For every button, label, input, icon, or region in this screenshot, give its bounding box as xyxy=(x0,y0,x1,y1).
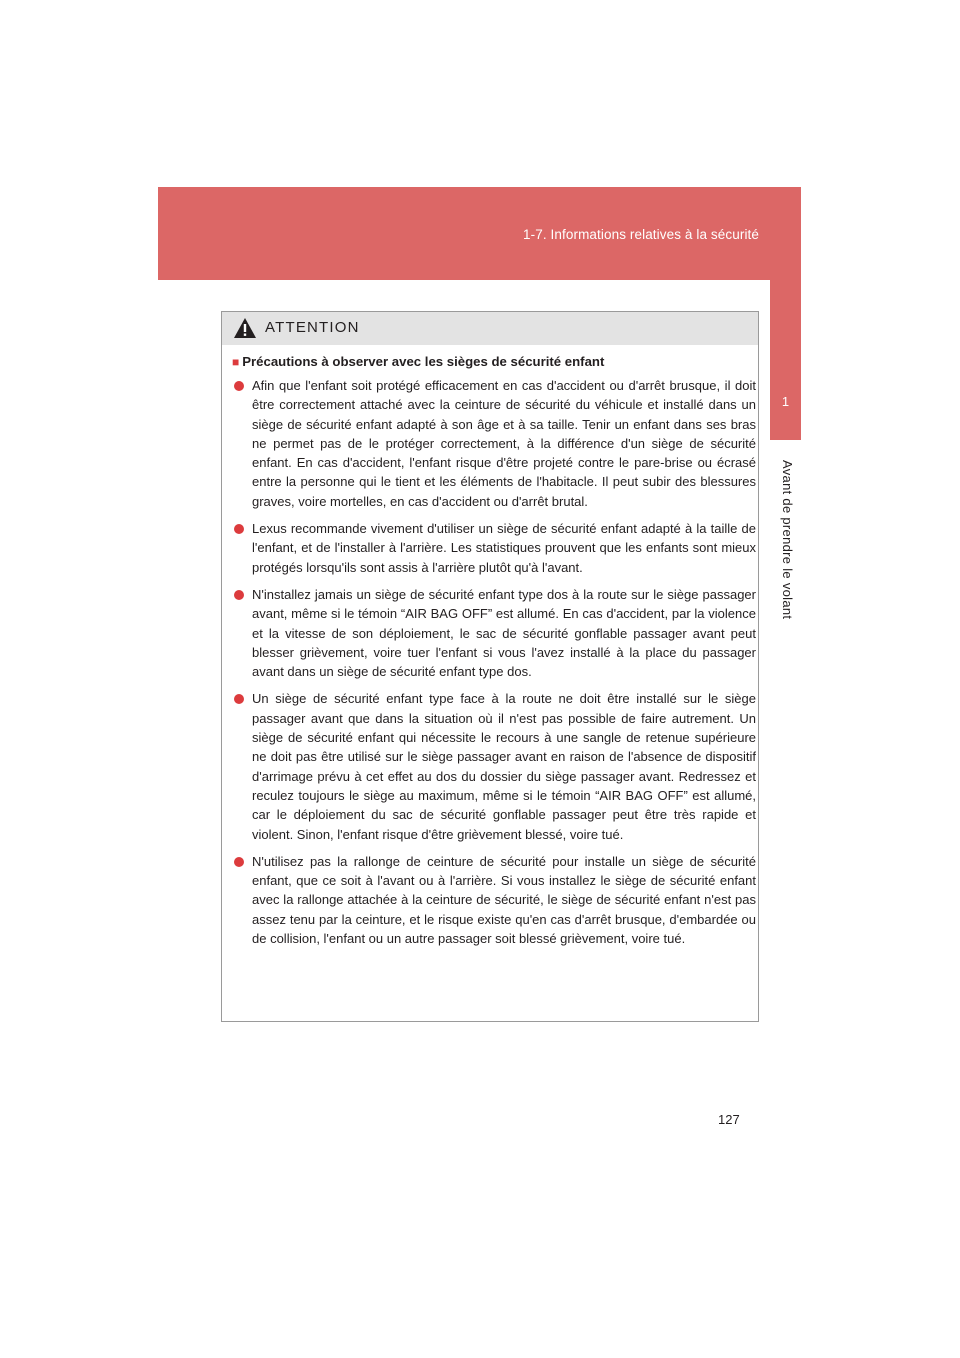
bullet-dot-icon xyxy=(234,857,244,867)
chapter-label: Avant de prendre le volant xyxy=(780,460,795,620)
list-item xyxy=(232,585,756,681)
bullet-dot-icon xyxy=(234,524,244,534)
list-item xyxy=(232,689,756,843)
section-marker: ■ xyxy=(232,355,240,369)
list-item xyxy=(232,519,756,577)
list-item xyxy=(232,376,756,511)
warning-box xyxy=(221,311,759,1022)
header-band xyxy=(158,187,801,280)
warning-section-title: Précautions à observer avec les sièges de sécurité enfant xyxy=(242,354,605,369)
bullet-dot-icon xyxy=(234,590,244,600)
chapter-number: 1 xyxy=(781,394,790,409)
bullet-dot-icon xyxy=(234,381,244,391)
bullet-dot-icon xyxy=(234,694,244,704)
warning-header xyxy=(222,312,758,345)
list-item xyxy=(232,852,756,948)
warning-section-heading xyxy=(232,354,604,369)
bullet-text: N'installez jamais un siège de sécurité enfant type dos à la route sur le siège passager avant, même si le témoin “AIR BAG OFF” est allumé. En cas d'accident, par la violence et la vitesse de son déploiement, le sac de sécurité gonflable passager avant peut blesser grièvement, voire tuer l'enfant si vous l'avez installé à la place du passager avant dans un siège de sécurité enfant type dos. xyxy=(252,586,756,680)
warning-title: ATTENTION xyxy=(265,319,360,336)
bullet-text: N'utilisez pas la rallonge de ceinture de sécurité pour installe un siège de sécurité enfant, que ce soit à l'avant ou à l'arrière. Si vous installez le siège de sécurité enfant avec la rallonge attachée à la ceinture de sécurité, le siège de sécurité enfant n'est pas assez tenu par la ceinture, et le risque existe qu'en cas d'arrêt brusque, d'embardée ou de collision, l'enfant ou un autre passager soit blessé grièvement, voire tué. xyxy=(252,853,756,947)
bullet-text: Lexus recommande vivement d'utiliser un siège de sécurité enfant adapté à la taille de l'enfant, et de l'installer à l'arrière. Les statistiques prouvent que les enfants sont mieux protégés lorsqu'ils sont assis à l'arrière plutôt qu'à l'avant. xyxy=(252,521,756,575)
chapter-tab[interactable] xyxy=(770,280,801,440)
warning-triangle-icon xyxy=(233,317,257,339)
page-number: 127 xyxy=(718,1112,740,1127)
section-title: 1-7. Informations relatives à la sécurité xyxy=(523,227,759,242)
bullet-list xyxy=(232,376,756,956)
bullet-text: Un siège de sécurité enfant type face à la route ne doit être installé sur le siège passager avant que dans la situation où il n'est pas possible de faire autrement. Un siège de sécurité enfant qui nécessite le recours à une sangle de retenue supérieure ne doit pas être utilisé sur le siège passager avant en raison de l'absence de dispositif d'arrimage prévu à cet effet au dos du dossier du siège passager avant. Redressez et reculez toujours le siège au maximum, même si le témoin “AIR BAG OFF” est allumé, car le déploiement du sac de sécurité gonflable passager peut être très rapide et violent. Sinon, l'enfant risque d'être grièvement blessé, voire tué. xyxy=(252,691,756,842)
bullet-text: Afin que l'enfant soit protégé efficacement en cas d'accident ou d'arrêt brusque, il doit être correctement attaché avec la ceinture de sécurité du véhicule et installé dans un siège de sécurité enfant adapté à son âge et à sa taille. Tenir un enfant dans ses bras ne permet pas de le protéger correctement, à la différence d'un siège de sécurité enfant. En cas d'accident, l'enfant risque d'être projeté contre le pare-brise ou écrasé entre la personne qui le tient et les éléments de l'habitacle. Il peut subir des blessures graves, voire mortelles, en cas d'accident ou d'arrêt brutal. xyxy=(252,378,756,509)
